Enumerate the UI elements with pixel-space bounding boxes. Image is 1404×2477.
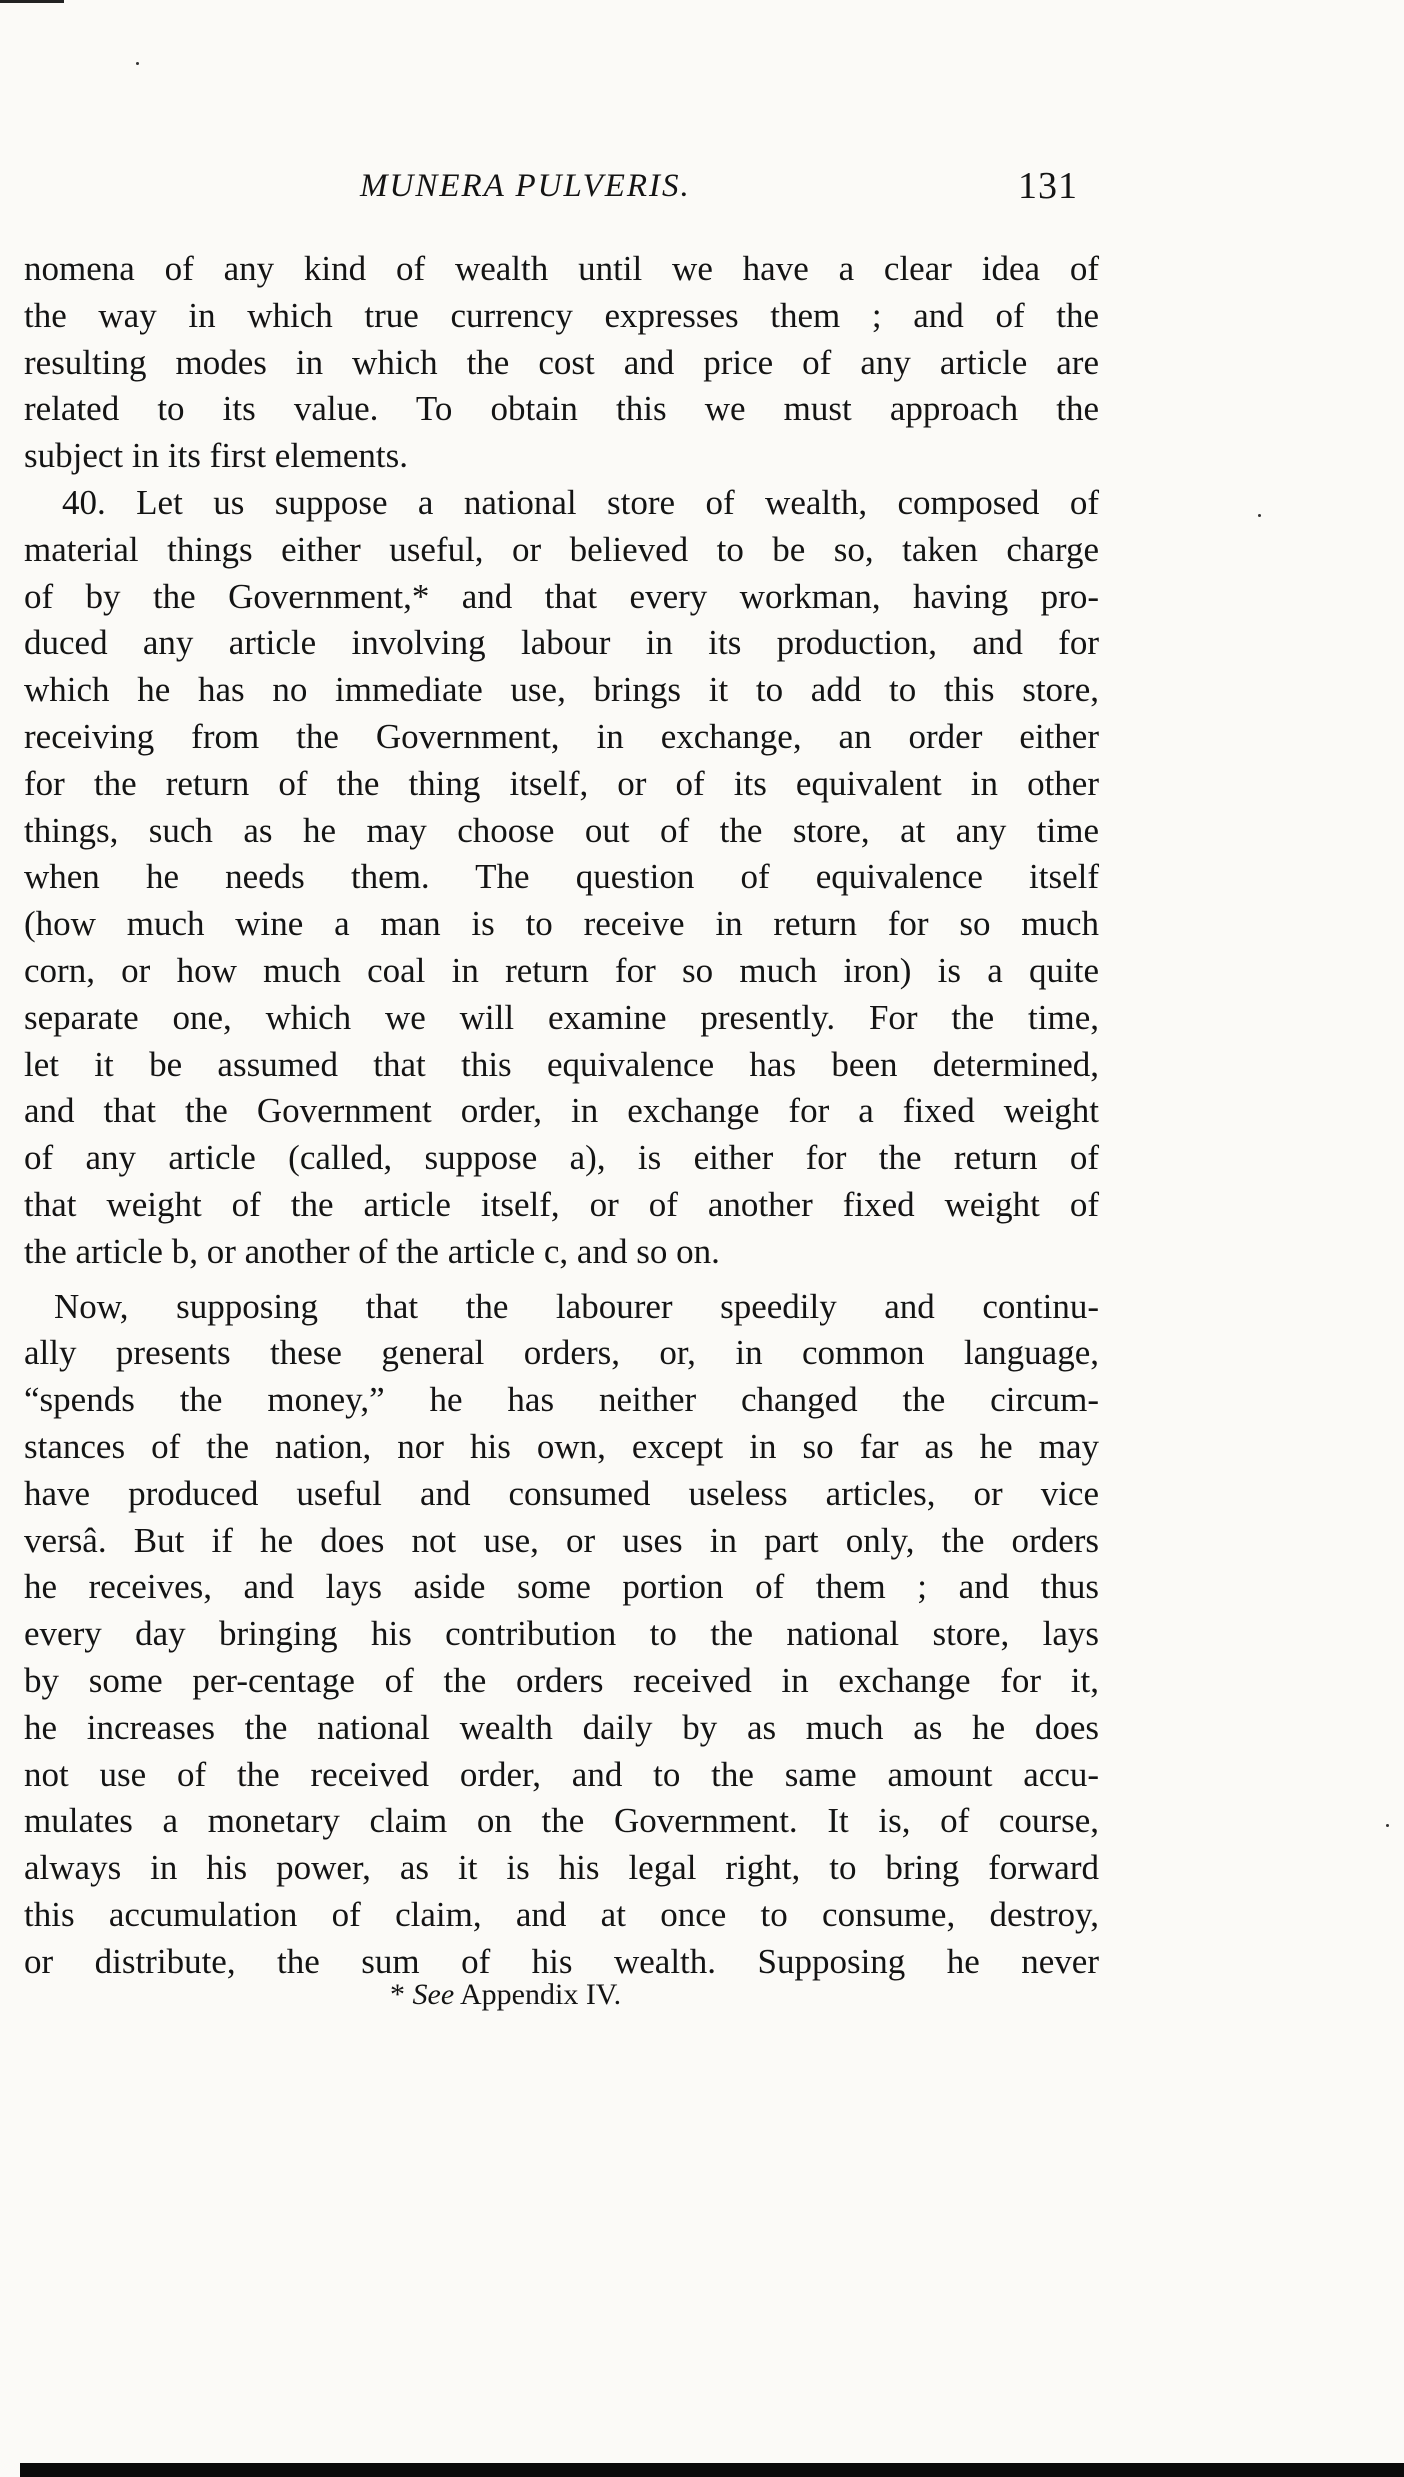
footnote [390,1978,621,2012]
footnote-text: Appendix IV. [460,1978,622,2011]
scan-speck [136,62,139,65]
text-line: corn, or how much coal in return for so much iron) is a quite [24,950,1099,990]
text-line: by some per-centage of the orders received in exchange for it, [24,1660,1099,1700]
text-line: resulting modes in which the cost and price of any article are [24,342,1099,382]
text-line: when he needs them. The question of equivalence itself [24,857,1099,897]
text-line: that weight of the article itself, or of another fixed weight of [24,1184,1099,1224]
text-line: ally presents these general orders, or, in common language, [24,1333,1099,1373]
scan-speck [1386,1824,1389,1827]
text-line: “spends the money,” he has neither changed the circum- [24,1380,1099,1420]
text-line: separate one, which we will examine presently. For the time, [24,997,1099,1037]
text-line: versâ. But if he does not use, or uses in part only, the orders [24,1520,1099,1560]
running-title: MUNERA PULVERIS. [360,168,691,204]
text-line: which he has no immediate use, brings it to add to this store, [24,670,1099,710]
scan-speck [1258,514,1261,517]
text-line: have produced useful and consumed useless articles, or vice [24,1473,1099,1513]
text-line: and that the Government order, in exchange for a fixed weight [24,1091,1099,1131]
paragraph-40-first-line: 40. Let us suppose a national store of wealth, composed of [62,482,1099,522]
text-line: not use of the received order, and to the same amount accu- [24,1754,1099,1794]
text-line: of by the Government,* and that every workman, having pro- [24,576,1099,616]
text-line: receiving from the Government, in exchange, an order either [24,716,1099,756]
footnote-see: See [412,1978,455,2011]
text-line: duced any article involving labour in its production, and for [24,623,1099,663]
text-line: related to its value. To obtain this we must approach the [24,389,1099,429]
footnote-marker: * [390,1978,405,2011]
running-header [0,160,1404,220]
text-line: subject in its first elements. [24,436,408,476]
page-number: 131 [1018,165,1078,207]
body-text [24,246,1099,1985]
scan-corner-mark [0,0,64,3]
text-line: stances of the nation, nor his own, except in so far as he may [24,1426,1099,1466]
text-line: (how much wine a man is to receive in return for so much [24,904,1099,944]
text-line: mulates a monetary claim on the Government. It is, of course, [24,1801,1099,1841]
text-line: this accumulation of claim, and at once to consume, destroy, [24,1894,1099,1934]
text-line: nomena of any kind of wealth until we have a clear idea of [24,249,1099,288]
scan-bottom-edge [20,2463,1404,2477]
text-line: every day bringing his contribution to the national store, lays [24,1614,1099,1654]
text-line: the way in which true currency expresses them ; and of the [24,295,1099,335]
text-line: he increases the national wealth daily by as much as he does [24,1707,1099,1747]
text-line: the article b, or another of the article c, and so on. [24,1231,720,1271]
text-line: material things either useful, or believed to be so, taken charge [24,529,1099,569]
text-line: of any article (called, suppose a), is either for the return of [24,1138,1099,1178]
text-line: things, such as he may choose out of the store, at any time [24,810,1099,850]
text-line: let it be assumed that this equivalence has been determined, [24,1044,1099,1084]
text-line: for the return of the thing itself, or of its equivalent in other [24,763,1099,803]
paragraph-now-first-line: Now, supposing that the labourer speedily and continu- [54,1286,1099,1326]
text-line: or distribute, the sum of his wealth. Supposing he never [24,1941,1099,1981]
text-line: he receives, and lays aside some portion of them ; and thus [24,1567,1099,1607]
text-line: always in his power, as it is his legal right, to bring forward [24,1848,1099,1888]
